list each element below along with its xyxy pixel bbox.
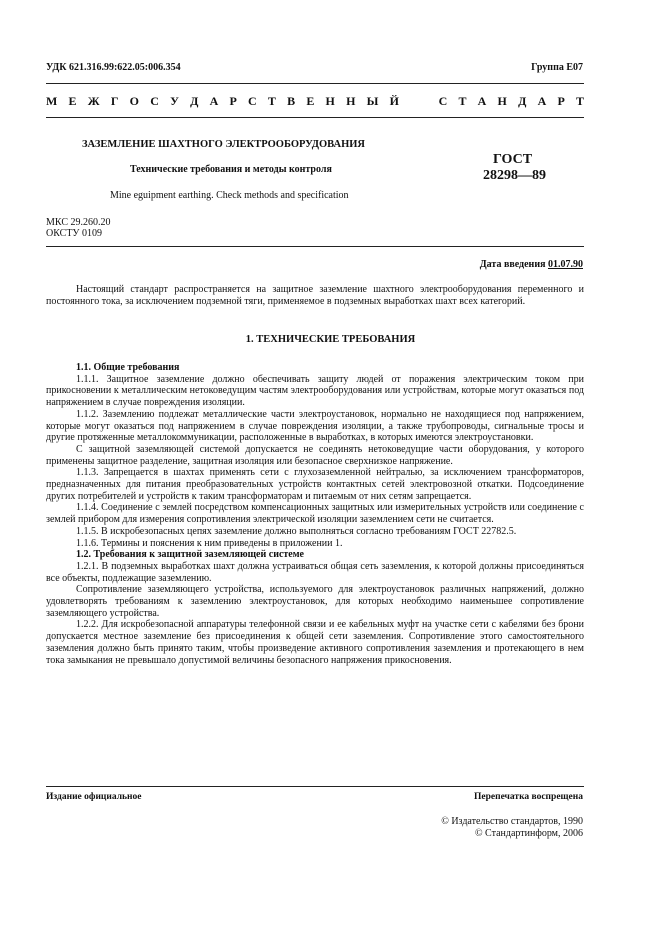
paragraph-1-2-1-b: Сопротивление заземляющего устройства, используемого для электроустановок различных напряжений, должно удовлетворять требованиям к заземлению электроустановок, для которых необходимо наименьшее сопротивление заземляющего устройства. xyxy=(46,584,584,619)
paragraph-1-1-1: 1.1.1. Защитное заземление должно обеспечивать защиту людей от поражения электрическим током при прикосновении к металлическим нетоковедущим частям электрооборудования или устройствам, которые могут оказаться под напряжением в случае повреждения изоляции. xyxy=(46,373,584,409)
section-heading: 1. ТЕХНИЧЕСКИЕ ТРЕБОВАНИЯ xyxy=(245,334,416,345)
subsection-1-2-heading: 1.2. Требования к защитной заземляющей системе xyxy=(76,549,304,561)
okstu-code: ОКСТУ 0109 xyxy=(46,228,103,239)
gost-number: 28298—89 xyxy=(483,168,546,183)
standard-subtitle: Технические требования и методы контроля xyxy=(130,164,332,175)
section-1-body xyxy=(46,362,584,666)
footer-rule xyxy=(46,786,584,787)
introduction-date xyxy=(480,259,583,270)
intro-text: Настоящий стандарт распространяется на защитное заземление шахтного электрооборудования переменного и постоянного тока, за исключением подземной тяги, применяемое в подземных выработках шахт всех категорий. xyxy=(46,284,584,307)
english-title: Mine eguipment earthing. Check methods and specification xyxy=(110,190,349,201)
copyright-standartinform: © Стандартинформ, 2006 xyxy=(474,828,583,839)
header-rule xyxy=(46,117,584,118)
paragraph-1-1-4: 1.1.4. Соединение с землей посредством компенсационных защитных или измерительных устройств или соединение с землей прибором для измерения сопротивления электрической изоляции заземлением сети не считается. xyxy=(46,502,584,526)
subsection-1-1-heading: 1.1. Общие требования xyxy=(76,362,180,373)
mks-code: МКС 29.260.20 xyxy=(46,217,111,228)
gost-label: ГОСТ xyxy=(493,152,533,167)
paragraph-1-1-5: 1.1.5. В искробезопасных цепях заземление должно выполняться согласно требованиям ГОСТ 22782.5. xyxy=(76,525,517,537)
paragraph-1-2-2: 1.2.2. Для искробезопасной аппаратуры телефонной связи и ее кабельных муфт на участке сети с кабелями без брони допускается местное заземление без присоединения к общей сети заземления. Сопротивление этого самостоятельного заземления должно быть принято таким, чтобы произведение активного сопротивления заземления и протекающего в нем тока замыкания не превышало допустимой величины безопасного напряжения прикосновения. xyxy=(46,619,584,666)
group-code: Группа Е07 xyxy=(531,62,583,73)
interstate-standard-heading xyxy=(46,94,589,109)
paragraph-1-1-6: 1.1.6. Термины и пояснения к ним приведены в приложении 1. xyxy=(76,537,343,549)
date-label: Дата введения xyxy=(479,259,546,270)
udk-code: УДК 621.316.99:622.05:006.354 xyxy=(46,62,181,73)
copyright-publisher: © Издательство стандартов, 1990 xyxy=(441,816,583,827)
interstate-standard-text: М Е Ж Г О С У Д А Р С Т В Е Н Н Ы Й С Т А Н Д А Р Т xyxy=(46,94,589,108)
paragraph-1-2-1: 1.2.1. В подземных выработках шахт должна устраиваться общая сеть заземления, к которой должны присоединяться все объекты, подлежащие заземлению. xyxy=(46,560,584,584)
codes-rule xyxy=(46,246,584,247)
paragraph-1-1-3: 1.1.3. Запрещается в шахтах применять сети с глухозаземленной нейтралью, за исключением трансформаторов, предназначенных для питания преобразовательных устройств контактных сетей электровозной откатки. Подсоединение других потребителей и устройств к таким трансформаторам и питаемым от них сетям запрещается. xyxy=(46,467,584,502)
reprint-prohibited: Перепечатка воспрещена xyxy=(473,792,583,802)
intro-paragraph xyxy=(46,284,584,307)
paragraph-1-1-2: 1.1.2. Заземлению подлежат металлические части электроустановок, нормально не находящиеся под напряжением, которые могут оказаться под напряжением в случае повреждения изоляции, а также трубопроводы, сигнальные тросы и другие протяженные металлокоммуникации, расположенные в выработках, в которых имеются электроустановки. xyxy=(46,408,584,444)
paragraph-1-1-2-b: С защитной заземляющей системой допускается не соединять нетоковедущие части оборудования, у которого применены защитное разделение, защитная изоляция или безопасное сверхнизкое напряжение. xyxy=(46,443,584,467)
top-rule xyxy=(46,83,584,84)
date-value: 01.07.90 xyxy=(548,259,583,270)
standard-title: ЗАЗЕМЛЕНИЕ ШАХТНОГО ЭЛЕКТРООБОРУДОВАНИЯ xyxy=(82,139,366,150)
official-edition: Издание официальное xyxy=(46,792,142,802)
